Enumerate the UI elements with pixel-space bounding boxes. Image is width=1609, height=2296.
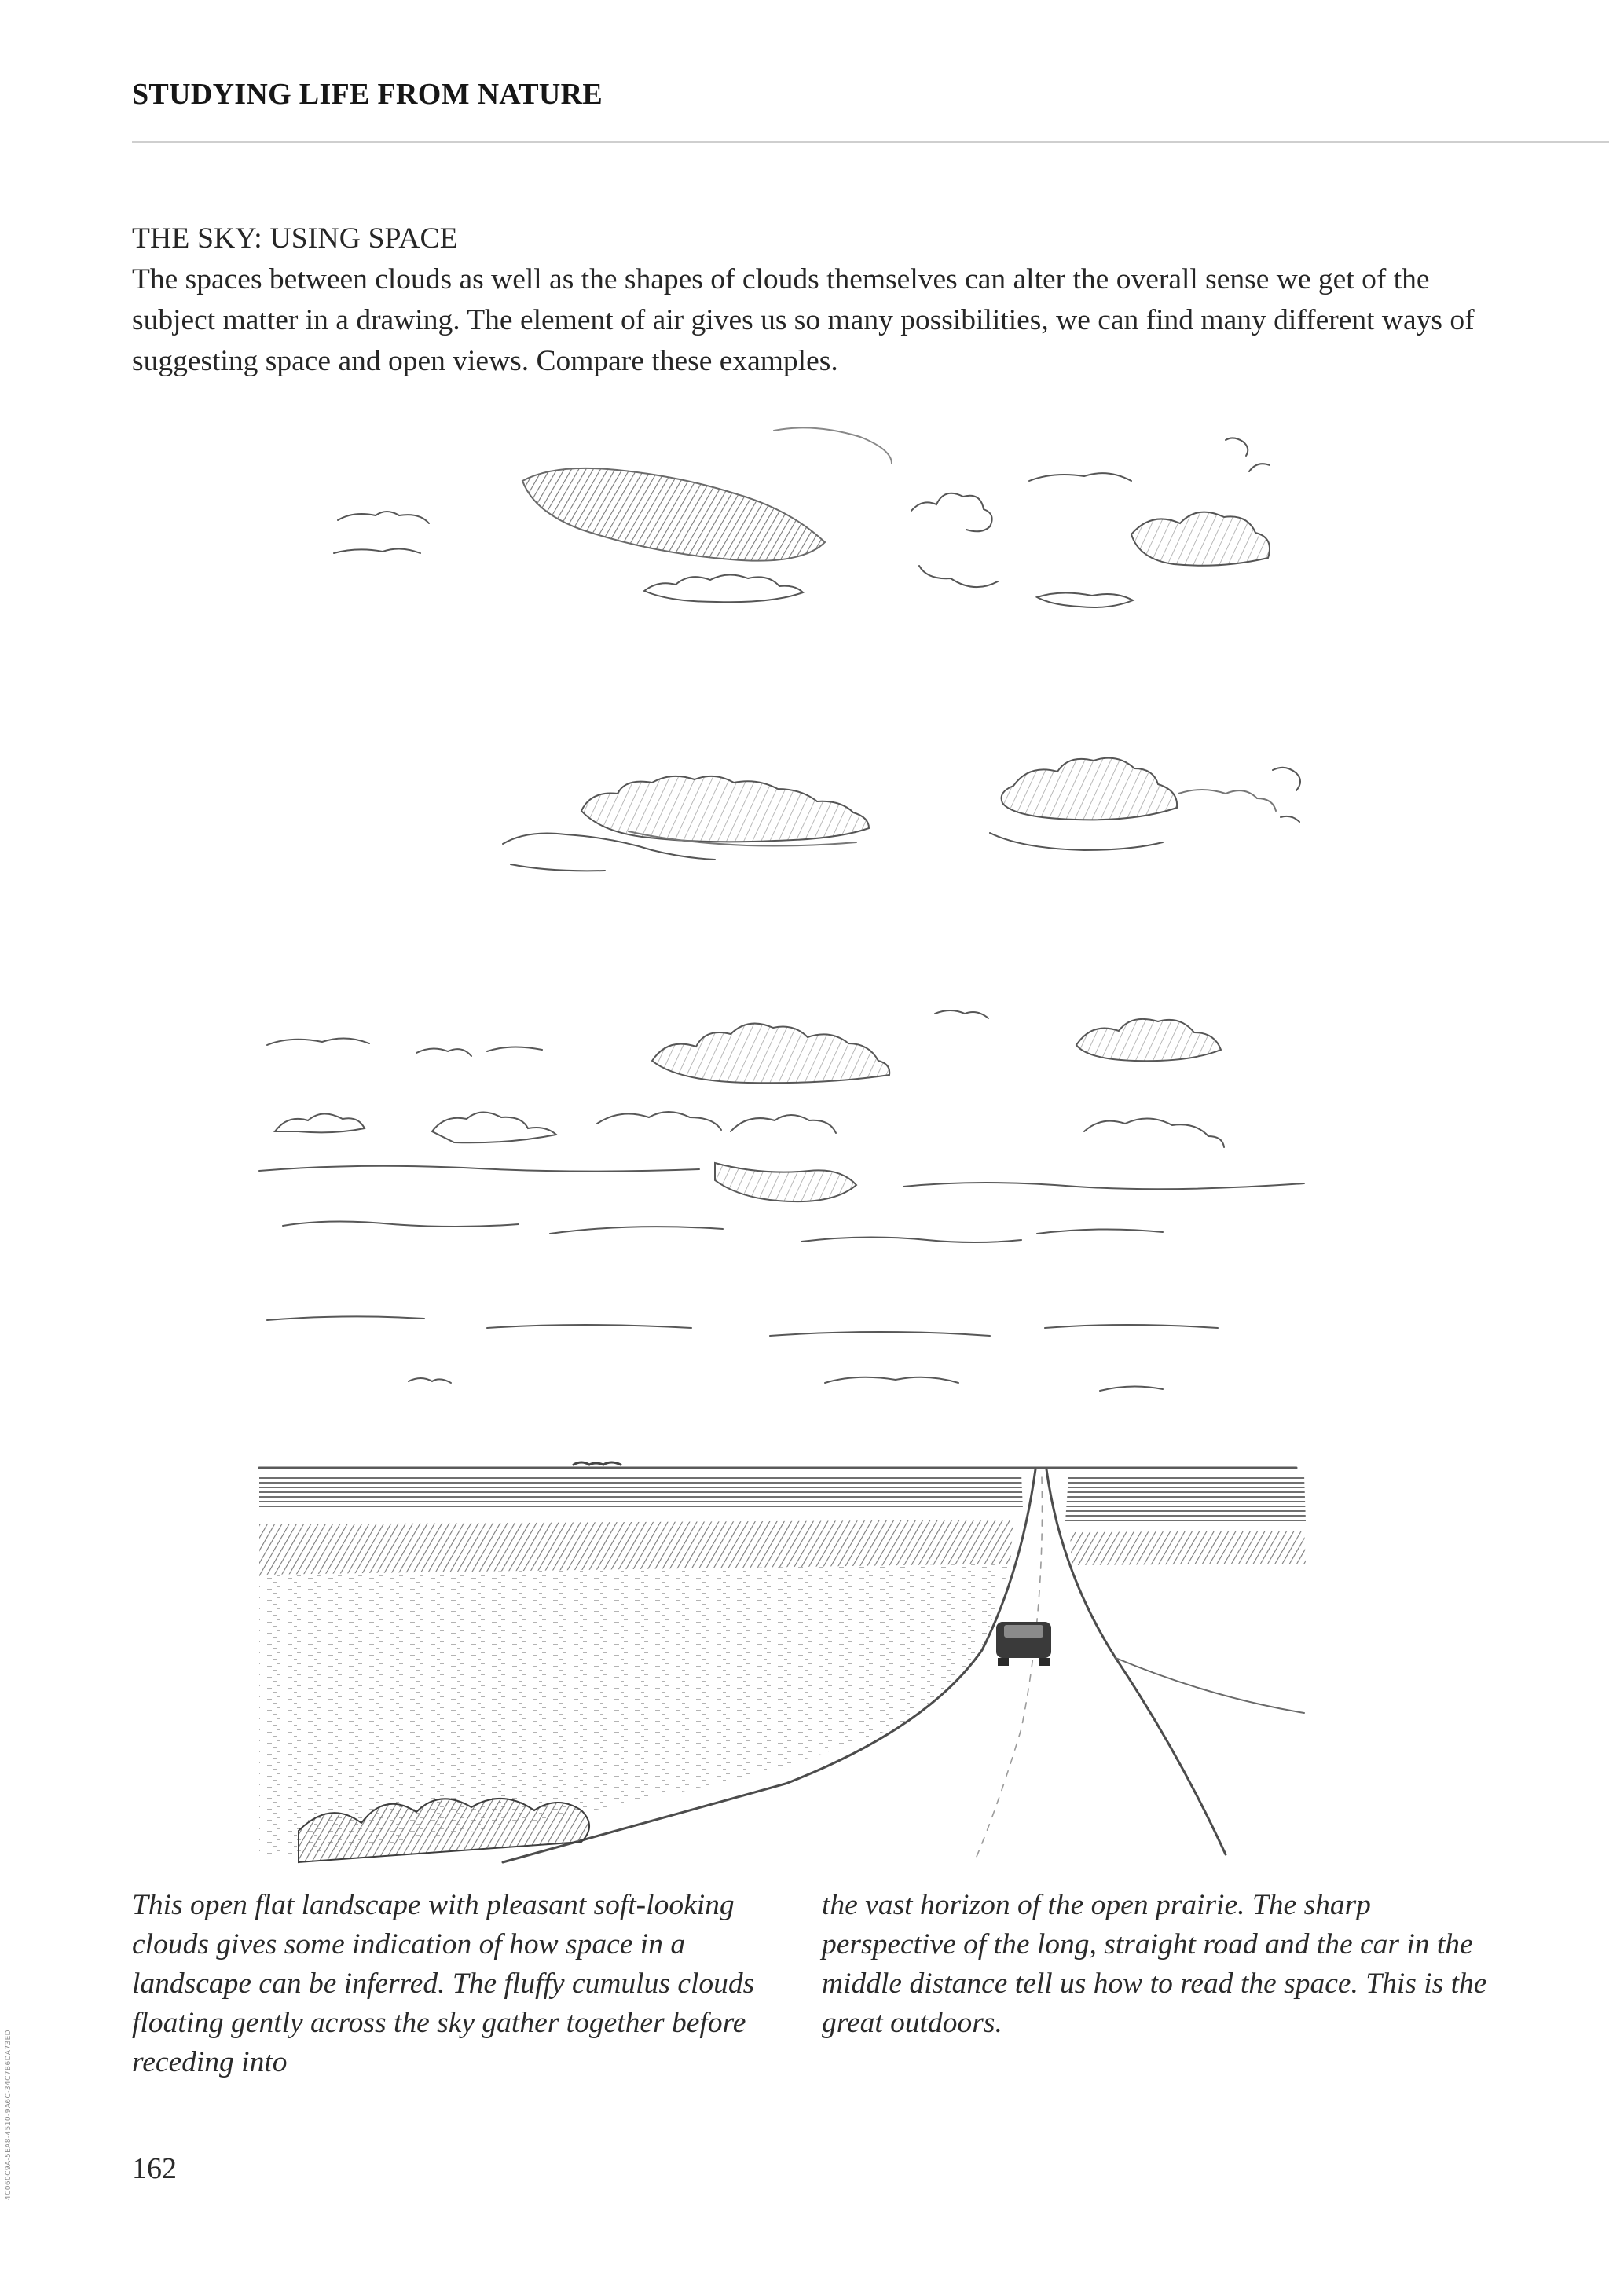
cloud-sketch-2	[503, 758, 1300, 871]
section-title: THE SKY: USING SPACE	[132, 222, 458, 255]
caption-right: the vast horizon of the open prairie. The sharp perspective of the long, straight road and the car in the middle distance tell us how to read the space. This is the great outdoors.	[822, 1889, 1487, 2039]
intro-paragraph: The spaces between clouds as well as the shapes of clouds themselves can alter the overall sense we get of the subject matter in a drawing. The element of air gives us so many possibilities, we can find many different ways of suggesting space and open views. Compare these examples.	[132, 263, 1475, 377]
margin-code: 4C060C9A-5EA8-4510-9A6C-34C7B6DA73ED	[5, 2029, 13, 2200]
running-head: STUDYING LIFE FROM NATURE	[132, 78, 603, 111]
caption-left: This open flat landscape with pleasant soft-looking clouds gives some indication of how space in a landscape can be inferred. The fluffy cumulus clouds floating gently across the sky gather together before receding into	[132, 1889, 755, 2078]
cloud-sketch-1	[334, 427, 1270, 607]
car-drawing	[996, 1622, 1051, 1666]
page-number: 162	[132, 2152, 177, 2185]
prairie-landscape-sketch	[259, 1010, 1306, 1862]
